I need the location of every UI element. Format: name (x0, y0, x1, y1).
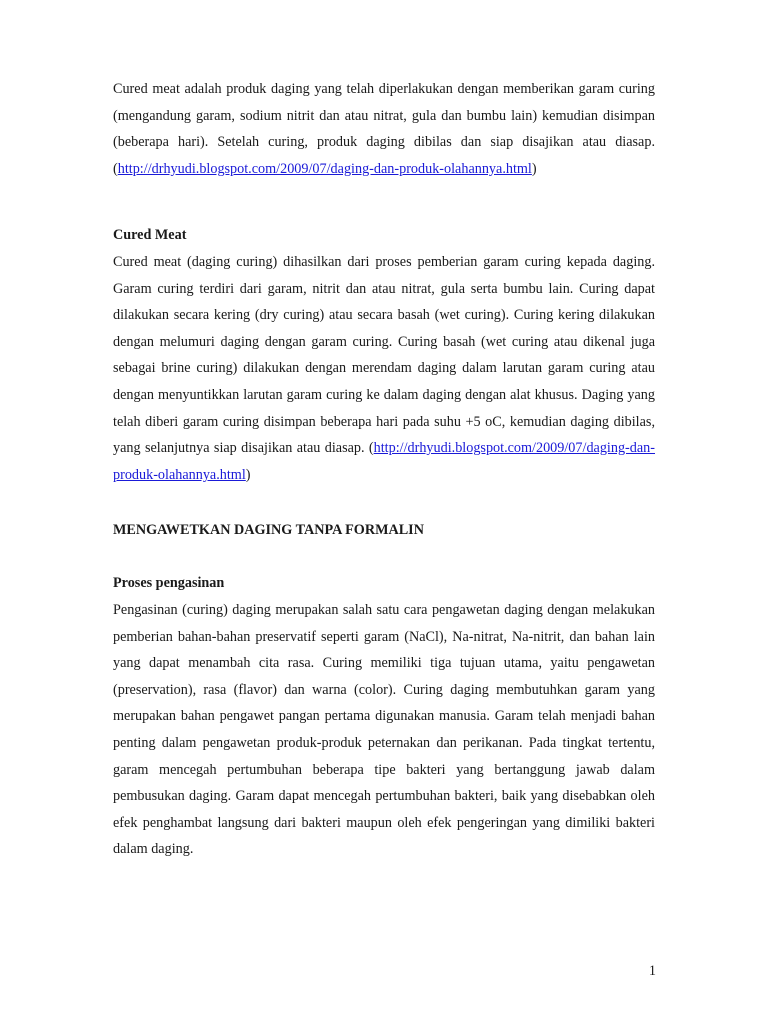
page-number: 1 (648, 963, 656, 979)
formalin-heading: MENGAWETKAN DAGING TANPA FORMALIN (113, 522, 424, 538)
cured-meat-suffix: ) (245, 466, 251, 483)
cured-meat-heading: Cured Meat (113, 227, 187, 243)
cured-meat-paragraph (113, 249, 655, 488)
intro-paragraph (113, 76, 655, 182)
intro-text: Cured meat adalah produk daging yang telah diperlakukan dengan memberikan garam curing (mengandung garam, sodium nitrit dan atau nitrat, gula dan bumbu lain) kemudian disimpan (beberapa hari). Setelah curing, produk daging dibilas dan siap disajikan atau diasap. ( (113, 81, 655, 177)
pengasinan-paragraph: Pengasinan (curing) daging merupakan salah satu cara pengawetan daging dengan melakukan pemberian bahan-bahan preservatif seperti garam (NaCl), Na-nitrat, Na-nitrit, dan bahan lain yang dapat menambah cita rasa. Curing memiliki tiga tujuan utama, yaitu pengawetan (preservation), rasa (flavor) dan warna (color). Curing daging membutuhkan garam yang merupakan bahan pengawet pangan pertama digunakan manusia. Garam telah menjadi bahan penting dalam pengawetan produk-produk peternakan dan perikanan. Pada tingkat tertentu, garam mencegah pertumbuhan beberapa tipe bakteri yang bertanggung jawab dalam pembusukan daging. Garam dapat mencegah pertumbuhan bakteri, baik yang disebabkan oleh efek penghambat langsung dari bakteri maupun oleh efek pengeringan yang dimiliki bakteri dalam daging. (113, 602, 655, 858)
intro-source-link[interactable]: http://drhyudi.blogspot.com/2009/07/daging-dan-produk-olahannya.html (117, 160, 532, 177)
pengasinan-heading: Proses pengasinan (113, 575, 225, 591)
cured-meat-source-link[interactable]: http://drhyudi.blogspot.com/2009/07/daging-dan-produk-olahannya.html (113, 440, 655, 483)
intro-suffix: ) (531, 160, 537, 177)
cured-meat-text: Cured meat (daging curing) dihasilkan dari proses pemberian garam curing kepada daging. Garam curing terdiri dari garam, nitrit dan atau nitrat, gula serta bumbu lain. Curing dapat dilakukan secara kering (dry curing) atau secara basah (wet curing). Curing kering dilakukan dengan melumuri daging dengan garam curing. Curing basah (wet curing atau dikenal juga sebagai brine curing) dilakukan dengan merendam daging dalam larutan garam curing atau dengan menyuntikkan larutan garam curing ke dalam daging dengan alat khusus. Daging yang telah diberi garam curing disimpan beberapa hari pada suhu +5 oC, kemudian daging dibilas, yang selanjutnya siap disajikan atau diasap. ( (113, 254, 655, 457)
